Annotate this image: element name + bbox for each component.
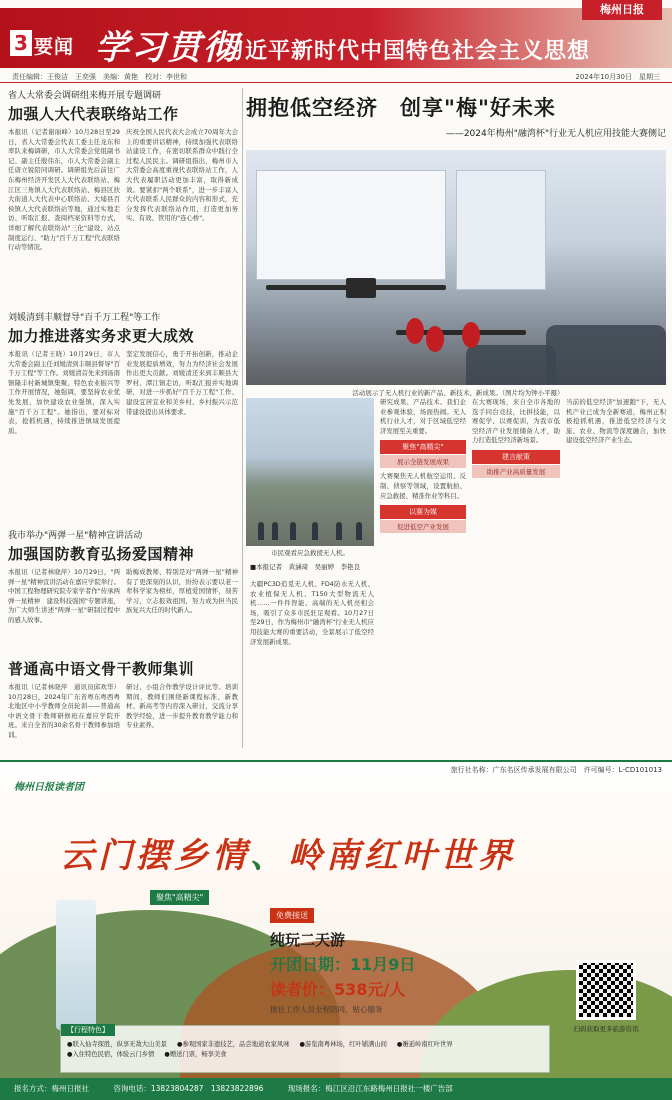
promo-title: 纯玩二天游: [270, 931, 346, 949]
signup-method: 报名方式：梅州日报社: [14, 1084, 89, 1093]
person: [258, 522, 264, 540]
story-text: 本报讯（记者林晓萍 通讯员邱欢华）10月28日，2024年广东省粤东粤西粤北地区中小学教师全员轮训——普通高中语文骨干教师研修班在嘉应学院开班。来自全省的30余名骨干教师参加培训。: [8, 683, 120, 739]
story-text: 坚定发展信心，勇于开拓创新，推动企业发展提质增效，努力为经济社会发展作出更大贡献。刘媛清还来到丰顺县大罗村、潭江镇走访，听取汇报并实地调研，对进一步抓好"百千万工程"工作、建设宜居宜业和美乡村、乡村振兴示范带建设提出具体要求。: [126, 350, 238, 416]
spray-tank-icon: [426, 326, 444, 352]
ad-offer-tag: 免费接送: [270, 908, 314, 923]
story-text: 本报讯（记者谢丽峰）10月28日至29日，省人大常委会代表工委主任龙东和率队来梅调研，市人大常委会党组副书记、副主任殷伟东，市人大常委会副主任唐立锐陪同调研。调研组先后前往广东梅州经济开发区人大代表联络站、梅江区三角镇人大代表联络站、梅县区扶大街道人大代表中心联络站、大埔县百侯镇人大代表联络站等地，通过实地走访、听取汇报、查阅档案资料等方式，详细了解代表联络站"三化"建设、站点制度运行、"助力"百千万工程"代表联络行动等情况。: [8, 128, 120, 252]
feature-header: [246, 92, 666, 139]
feature-text: 研究成果、产品技术、我们企业参观体验，场面热闹。无人机行业人才，对于区域低空经济发展至关重要。: [380, 398, 466, 435]
feature-text: 大疆PC3D追觅无人机、FD4防水无人机、农业植保无人机、T150大型物流无人机……一件件智能、高端的无人机亮相会场，吸引了众多市民驻足观看。10月27日至29日，作为梅州市"融湾杯"行业无人机应用技能大赛的重要活动，全景展示了低空经济发展新成果。: [250, 580, 374, 646]
editor-credits: 责任编辑：王俊洁 王奕强 美编：黄艳 校对：李世和: [12, 73, 187, 81]
ad-footer: [0, 1078, 672, 1100]
masthead-title: 习近平新时代中国特色社会主义思想: [222, 39, 591, 64]
display-board: [256, 170, 446, 280]
page-number: 3: [10, 30, 32, 56]
column-divider: [242, 88, 243, 748]
feature-item: ●赠送门票，畅享美食: [164, 1051, 227, 1058]
story-fengshun: [8, 310, 238, 436]
promo-date: 开团日期：11月9日: [270, 955, 416, 974]
masthead: [0, 0, 672, 74]
meta-bar: [0, 69, 672, 83]
person: [290, 522, 296, 540]
feature-text: 大赛聚焦无人机航空运用、反制、侦察等领域，设置航拍、应急救援、精准作业等科目。: [380, 472, 466, 500]
feature-text: 当前的低空经济"加速跑"下，无人机产业已成为全新赛道，梅州正积极抢抓机遇，推进低空经济与文旅、农业、物流等深度融合，加快建设低空经济产业生态。: [566, 398, 666, 445]
photo-caption: 市民观看应急救援无人机。: [271, 549, 349, 557]
story-npc: [8, 88, 238, 253]
qr-caption: 扫码获取更多旅游资讯: [573, 1025, 639, 1033]
story-text: 庆祝全国人民代表大会成立70周年大会上的重要讲话精神，持续加强代表联络站建设工作，在密切联系群众中践行全过程人民民主。调研组指出，梅州市人大常委会高度重视代表联络站工作，人大代表履职活动更加丰富，取得新成效。要紧扣"两个联系"，进一步丰富人大代表联系人民群众的内容和形式，充分发挥代表联络站作用，打造更加务实、有效、管用的"连心桥"。: [126, 128, 238, 223]
feature-byline: ■本报记者 黄涵琦 吴丽婷 李艳良: [250, 563, 361, 571]
feature-column-3: [472, 398, 560, 482]
feature-subhead-secondary: 助推产业高质量发展: [472, 465, 560, 478]
crowd: [546, 325, 666, 385]
onsite-signup: 现场报名：梅江区沿江东路梅州日报社一楼广告部: [287, 1084, 453, 1093]
spray-tank-icon: [462, 322, 480, 348]
spray-tank-icon: [406, 318, 424, 344]
left-column: [8, 88, 238, 748]
feature-column-2: [380, 398, 466, 537]
story-kicker: 省人大常委会调研组来梅开展专题调研: [8, 91, 162, 101]
story-text: 本报讯（记者林晓萍）10月29日，"两弹一星"精神宣讲活动在嘉应学院举行。中国工程物理研究院专家学者作"传承两弹一星精神 建设科技强国"专题讲座，为广大师生讲述"两弹一星"研制过程中的感人故事。: [8, 568, 120, 624]
story-headline: 加强国防教育弘扬爱国精神: [8, 545, 195, 563]
feature-text: 在大赛现场，来自全市各地的选手同台竞技，比拼技能，以赛促学、以赛促训，为我市低空经济产业发展储备人才，助力打造低空经济新场景。: [472, 398, 560, 445]
agency-registration: 旅行社名称：广东名区传承发展有限公司 许可编号：L-CD101013: [450, 766, 662, 774]
ad-tag: 聚焦"高精尖": [150, 890, 209, 905]
story-text: 研讨、小组合作教学设计评比等。培训期间，教师们围绕新课程标准、新教材、新高考等内容深入研讨，交流分享教学经验，进一步提升教育教学能力和专业素养。: [126, 683, 238, 730]
feature-column-1: [250, 580, 374, 647]
story-kicker: 我市举办"两弹一星"精神宣讲活动: [8, 531, 143, 541]
waterfall: [56, 900, 96, 1030]
promo-service-note: 报社工作人员全程陪同，贴心服务: [270, 1005, 383, 1014]
feature-subhead: 以赛为媒: [380, 505, 466, 519]
contact-phone: 咨询电话：13823804287 13823822896: [113, 1084, 264, 1093]
story-headline: 加力推进落实务求更大成效: [8, 327, 195, 345]
ad-title-right: 岭南红叶世界: [288, 836, 516, 876]
feature-item: ●联入仙寺探胜，纵享无敌大山美景: [67, 1041, 167, 1048]
feature-column-4: [566, 398, 666, 446]
features-label: 【行程特色】: [61, 1024, 115, 1036]
story-headline: 加强人大代表联络站工作: [8, 105, 179, 123]
feature-item: ●入住特色民宿，体验云门乡情: [67, 1051, 155, 1058]
story-kicker: 刘媛清到丰顺督导"百千万工程"等工作: [8, 313, 161, 323]
crowd: [466, 345, 556, 385]
section-name: 要闻: [34, 36, 75, 58]
feature-subhead-secondary: 促进低空产业发展: [380, 520, 466, 533]
promo-price: 读者价：538元/人: [270, 980, 406, 999]
person: [272, 522, 278, 540]
photo-caption: 活动展示了无人机行业的新产品、新技术、新成果。（图片均为钟小平摄）: [352, 389, 564, 397]
feature-subhead: 建言献策: [472, 450, 560, 464]
qr-code-icon[interactable]: [576, 960, 636, 1020]
rescue-drone-photo: [246, 398, 374, 546]
issue-date: 2024年10月30日 星期三: [575, 73, 660, 81]
itinerary-features: [60, 1025, 550, 1073]
features-list: [67, 1040, 547, 1060]
drone-icon: [346, 278, 376, 298]
newspaper-logo: 梅州日报: [582, 0, 662, 20]
feature-headline: 拥抱低空经济 创享"梅"好未来: [246, 95, 556, 120]
promo-block: [270, 903, 415, 1015]
story-teachers: [8, 656, 238, 741]
feature-subhead-secondary: 展示全链发展成果: [380, 455, 466, 468]
display-board: [456, 170, 546, 290]
ad-title: [60, 828, 516, 877]
story-text: 本报讯（记者王晓）10月29日，市人大常委会副主任刘媛清到丰顺县督导"百千万工程"等工作。刘媛清首先来到汤南镇隆丰村新城镇集聚、特色农业振兴等工作开展情况，她强调，要坚持农业优先发展，加快建设农业强镇，深入实施"百千万工程"。她指出，要对标对表，抢抓机遇，持续推进镇域发展提质。: [8, 350, 120, 435]
feature-item: ●参观国家非遗技艺，品尝地道农家风味: [176, 1041, 290, 1048]
feature-subtitle: ——2024年梅州"融湾杯"行业无人机应用技能大赛侧记: [445, 129, 666, 139]
story-headline: 普通高中语文骨干教师集训: [8, 660, 195, 678]
feature-item: ●游览南粤林场，红叶铺满山间: [299, 1041, 387, 1048]
ad-title-separator: 、: [250, 836, 288, 876]
story-defense: [8, 528, 238, 626]
feature-subhead: 聚焦"高精尖": [380, 440, 466, 454]
reader-club-brand: 梅州日报读者团: [14, 782, 84, 793]
person: [312, 522, 318, 540]
feature-item: ●邂逅岭南红叶世界: [396, 1041, 453, 1048]
person: [336, 522, 342, 540]
calligraphy-title: 学习贯彻: [95, 28, 239, 68]
drone-exhibition-photo: [246, 150, 666, 385]
ad-title-left: 云门摆乡情: [60, 836, 250, 876]
story-text: 助梅成教师、特别是对"两弹一星"精神有了更深刻的认识，纷纷表示要以老一辈科学家为榜样，厚植爱国情怀，刻苦学习，立志报效祖国，努力成为担当民族复兴大任的时代新人。: [126, 568, 238, 615]
ad-top-bar: [0, 760, 672, 774]
person: [356, 522, 362, 540]
